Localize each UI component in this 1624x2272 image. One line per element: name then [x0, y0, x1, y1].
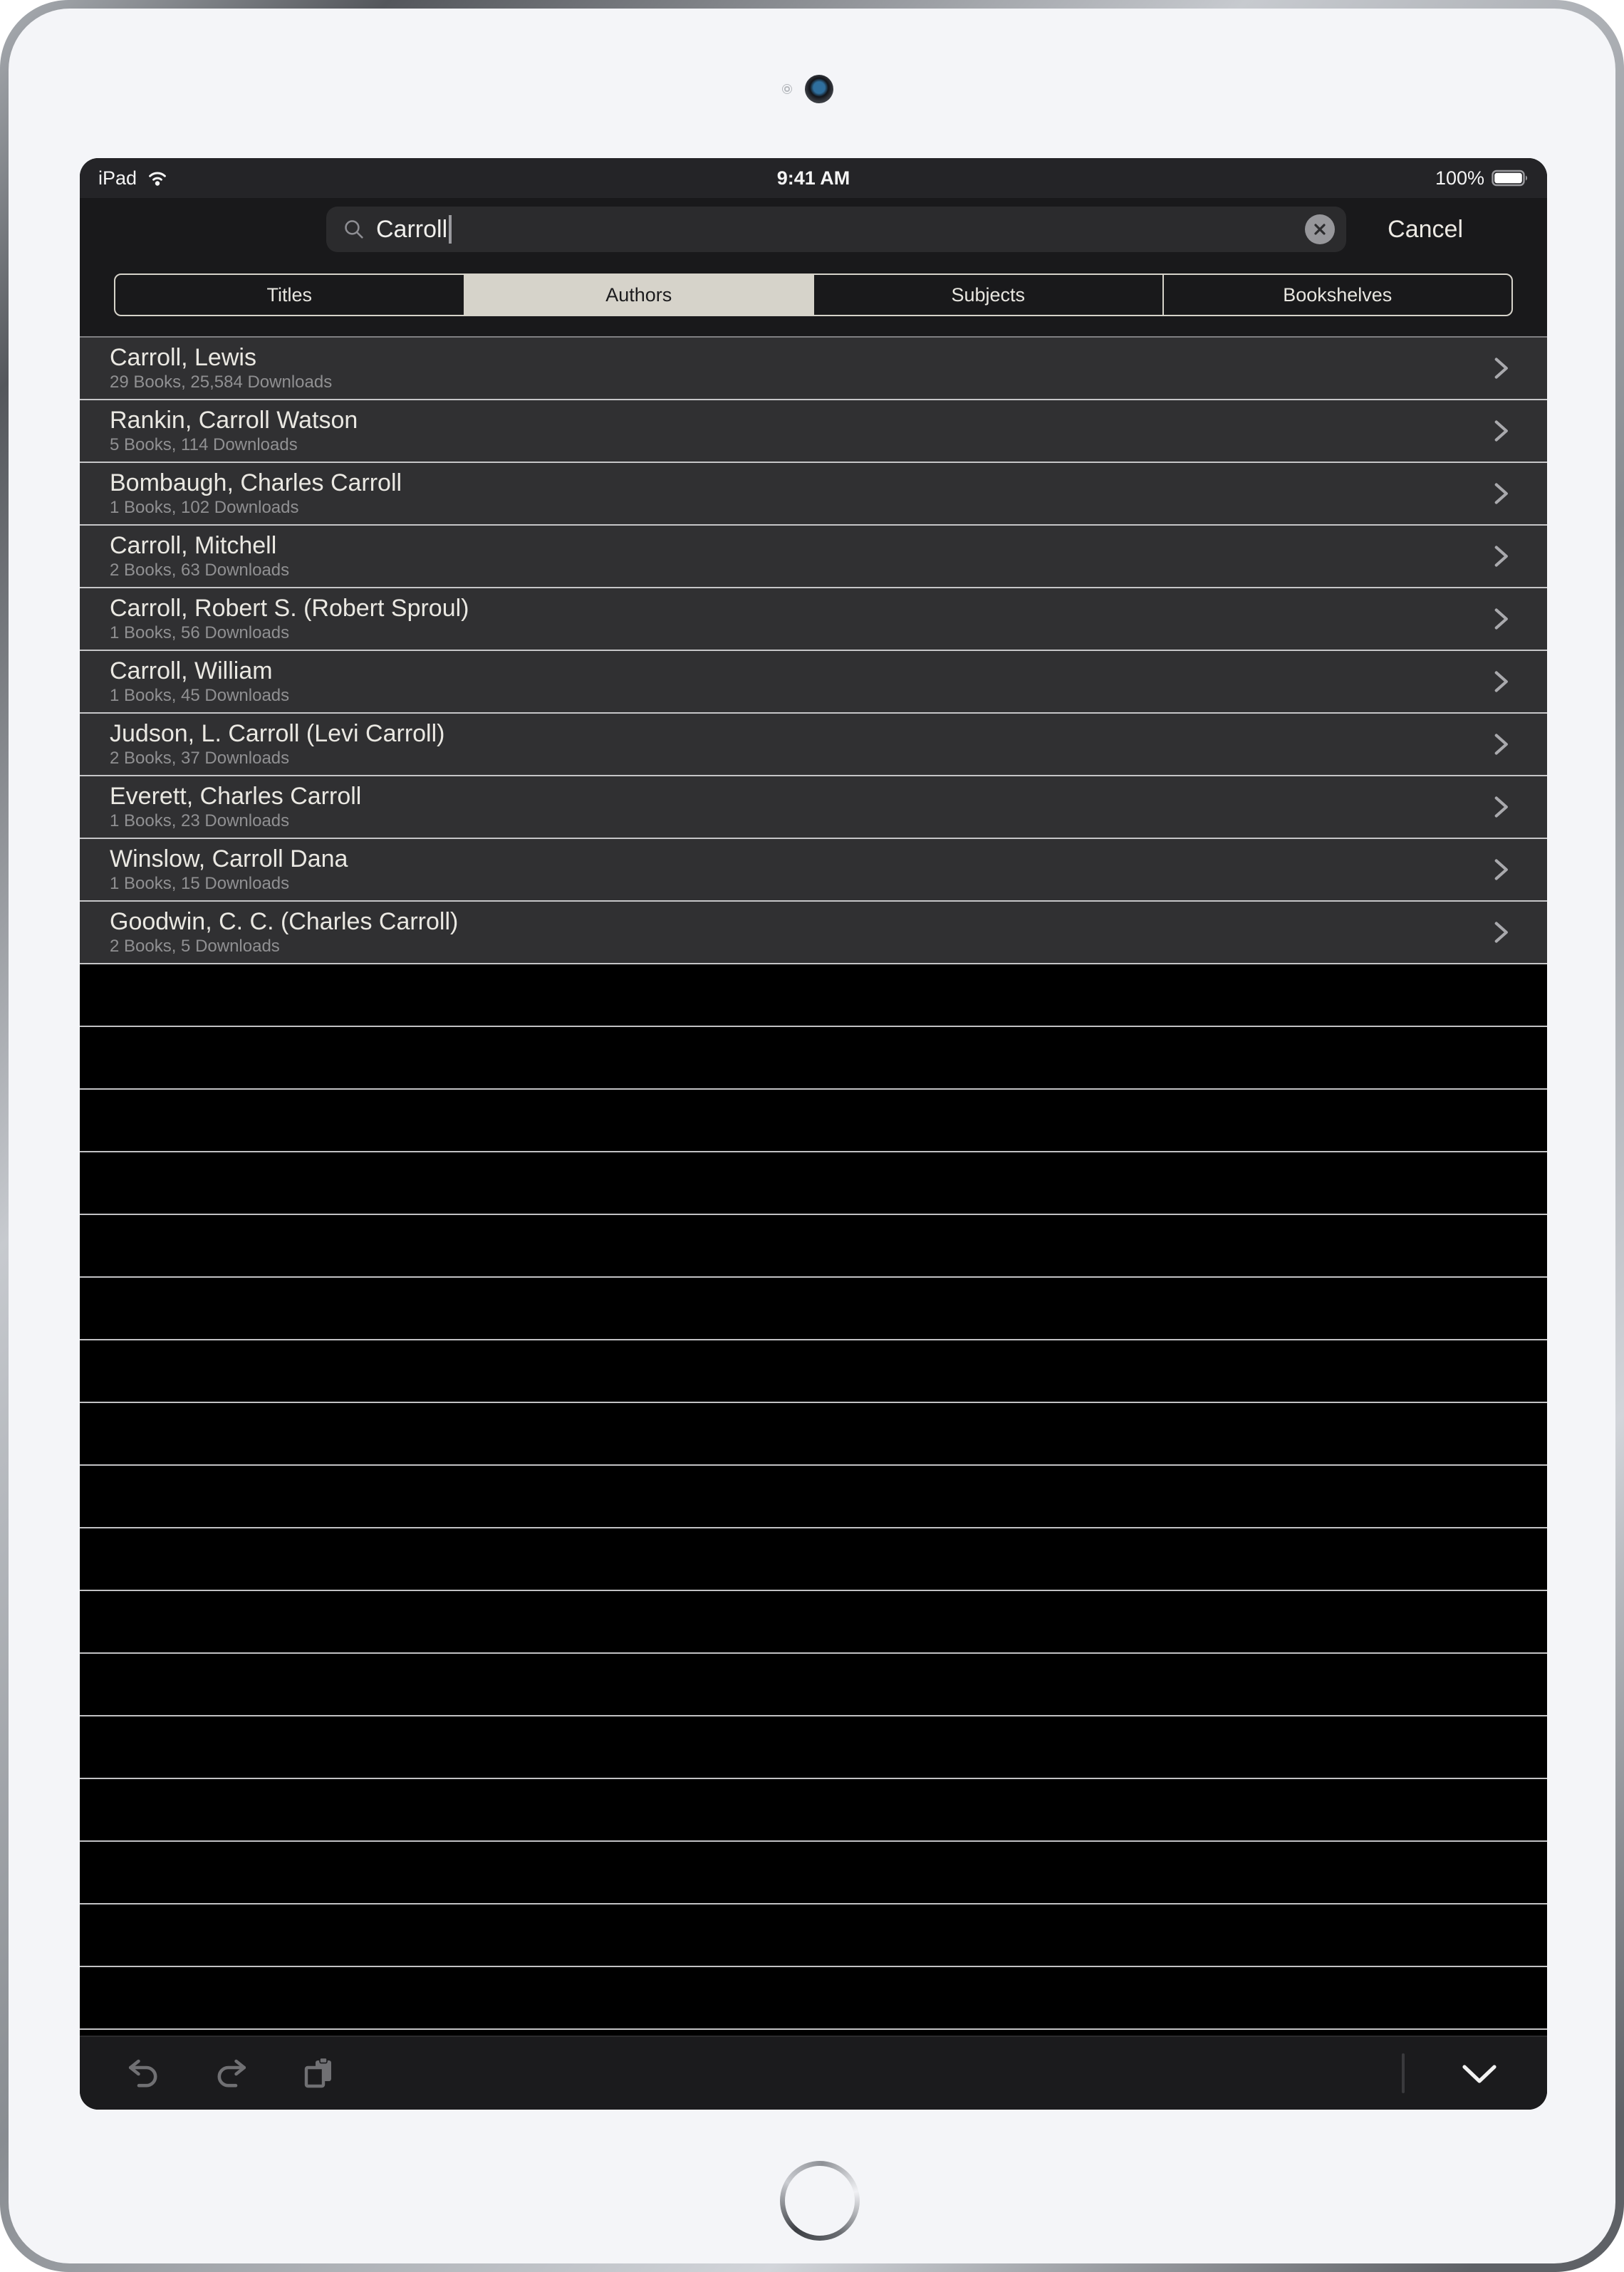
author-name: Carroll, Mitchell: [110, 532, 277, 560]
empty-list-area: [80, 964, 1547, 2036]
author-name: Carroll, Lewis: [110, 344, 256, 372]
cancel-button[interactable]: Cancel: [1388, 215, 1463, 243]
battery-icon: [1492, 169, 1529, 187]
author-meta: 1 Books, 102 Downloads: [110, 497, 299, 517]
author-meta: 2 Books, 63 Downloads: [110, 560, 290, 580]
chevron-right-icon: [1487, 791, 1514, 823]
chevron-right-icon: [1487, 729, 1514, 760]
author-meta: 5 Books, 114 Downloads: [110, 434, 298, 454]
author-row[interactable]: [80, 776, 1547, 839]
author-name: Everett, Charles Carroll: [110, 783, 362, 811]
author-name: Carroll, Robert S. (Robert Sproul): [110, 595, 469, 622]
screen: [80, 158, 1547, 2110]
tab-authors[interactable]: Authors: [465, 275, 815, 315]
clock: 9:41 AM: [776, 167, 850, 189]
search-icon: [342, 217, 366, 241]
search-header: [80, 198, 1547, 336]
author-name: Bombaugh, Charles Carroll: [110, 469, 402, 497]
status-bar: [80, 158, 1547, 198]
device-bezel: [9, 9, 1615, 2263]
author-meta: 1 Books, 45 Downloads: [110, 685, 290, 705]
chevron-right-icon: [1487, 353, 1514, 384]
author-meta: 29 Books, 25,584 Downloads: [110, 372, 333, 392]
author-results-list: [80, 336, 1547, 964]
paste-button[interactable]: [298, 2055, 338, 2092]
author-meta: 1 Books, 56 Downloads: [110, 622, 290, 642]
author-row[interactable]: [80, 400, 1547, 463]
chevron-right-icon: [1487, 478, 1514, 509]
author-name: Judson, L. Carroll (Levi Carroll): [110, 720, 445, 748]
author-meta: 2 Books, 37 Downloads: [110, 748, 290, 768]
redo-button[interactable]: [211, 2055, 251, 2092]
keyboard-accessory-toolbar: [80, 2036, 1547, 2110]
author-row[interactable]: [80, 714, 1547, 776]
chevron-right-icon: [1487, 415, 1514, 447]
dismiss-keyboard-button[interactable]: [1456, 2057, 1503, 2090]
author-meta: 1 Books, 15 Downloads: [110, 873, 290, 893]
author-row[interactable]: [80, 902, 1547, 964]
toolbar-divider: [1402, 2053, 1405, 2093]
chevron-right-icon: [1487, 541, 1514, 572]
battery-percent-label: 100%: [1435, 167, 1484, 189]
chevron-right-icon: [1487, 917, 1514, 948]
tab-titles[interactable]: Titles: [115, 275, 465, 315]
search-input[interactable]: [326, 207, 1346, 252]
tab-subjects[interactable]: Subjects: [814, 275, 1164, 315]
home-button[interactable]: [780, 2161, 860, 2241]
chevron-right-icon: [1487, 854, 1514, 885]
author-row[interactable]: [80, 839, 1547, 902]
author-row[interactable]: [80, 526, 1547, 588]
author-name: Carroll, William: [110, 657, 273, 685]
light-sensor-icon: [781, 83, 793, 95]
chevron-right-icon: [1487, 603, 1514, 635]
author-name: Goodwin, C. C. (Charles Carroll): [110, 908, 459, 936]
clear-search-button[interactable]: [1305, 214, 1335, 244]
tab-bookshelves[interactable]: Bookshelves: [1283, 283, 1393, 306]
undo-button[interactable]: [124, 2055, 164, 2092]
carrier-label: iPad: [98, 167, 137, 189]
author-name: Rankin, Carroll Watson: [110, 407, 358, 434]
search-query-text: Carroll: [376, 215, 448, 243]
author-row[interactable]: [80, 651, 1547, 714]
front-camera-icon: [805, 75, 833, 103]
author-row[interactable]: [80, 588, 1547, 651]
text-cursor: [449, 215, 452, 244]
author-meta: 2 Books, 5 Downloads: [110, 936, 280, 956]
author-meta: 1 Books, 23 Downloads: [110, 811, 290, 830]
chevron-right-icon: [1487, 666, 1514, 697]
search-scope-tabs: [114, 273, 1513, 316]
author-name: Winslow, Carroll Dana: [110, 845, 348, 873]
author-row[interactable]: [80, 463, 1547, 526]
author-row[interactable]: [80, 338, 1547, 400]
